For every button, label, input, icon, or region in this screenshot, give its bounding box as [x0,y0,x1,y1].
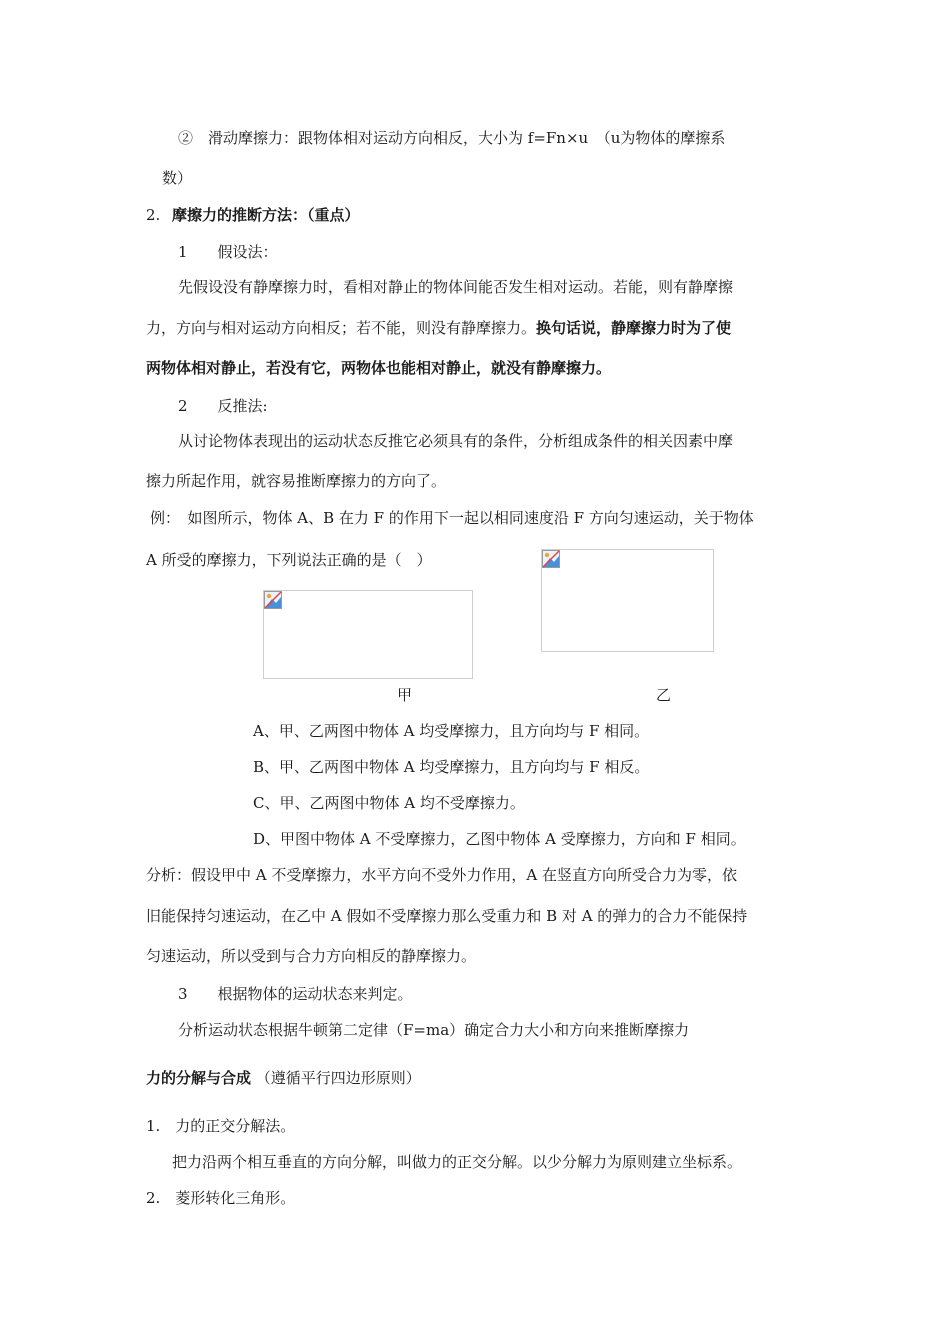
analysis-2: 旧能保持匀速运动，在乙中 A 假如不受摩擦力那么受重力和 B 对 A 的弹力的合力不能保持 [146,907,748,925]
method-2-heading: 2 反推法: [178,397,268,415]
method-1-text-2a: 力，方向与相对运动方向相反；若不能，则没有静摩擦力。 [146,319,537,337]
method-1-text-2 [146,318,731,338]
orthogonal-text: 把力沿两个相互垂直的方向分解，叫做力的正交分解。以少分解力为原则建立坐标系。 [172,1153,743,1171]
force-heading-note: （遵循平行四边形原则） [255,1069,421,1087]
section-2-number: 2. [146,206,161,224]
orthogonal-heading: 1. 力的正交分解法。 [146,1117,296,1135]
analysis-1: 分析：假设甲中 A 不受摩擦力，水平方向不受外力作用，A 在竖直方向所受合力为零，依 [146,866,737,884]
option-c: C、甲、乙两图中物体 A 均不受摩擦力。 [253,794,525,812]
method-3-heading: 3 根据物体的运动状态来判定。 [178,985,413,1003]
figure-jia-caption: 甲 [397,686,413,704]
force-heading-main: 力的分解与合成 [146,1069,252,1087]
section-2-heading: 摩擦力的推断方法：（重点） [172,206,360,224]
method-1-text-1: 先假设没有静摩擦力时，看相对静止的物体间能否发生相对运动。若能，则有静摩擦 [178,278,734,296]
method-1-heading: 1 假设法： [178,243,278,261]
analysis-3: 匀速运动，所以受到与合力方向相反的静摩擦力。 [146,947,477,965]
method-1-text-2b: 换句话说，静摩擦力时为了使 [536,319,732,337]
broken-image-icon [542,550,560,568]
broken-image-icon [264,591,282,609]
figure-yi-caption: 乙 [656,686,672,704]
option-d: D、甲图中物体 A 不受摩擦力，乙图中物体 A 受摩擦力，方向和 F 相同。 [253,830,746,848]
sliding-friction-line-cont: 数） [162,169,193,187]
figure-jia [263,590,473,679]
example-question-1: 例： 如图所示，物体 A、B 在力 F 的作用下一起以相同速度沿 F 方向匀速运动，关于物体 [150,509,754,527]
method-2-text-2: 擦力所起作用，就容易推断摩擦力的方向了。 [146,472,447,490]
method-2-text-1: 从讨论物体表现出的运动状态反推它必须具有的条件，分析组成条件的相关因素中摩 [178,432,734,450]
option-a: A、甲、乙两图中物体 A 均受摩擦力，且方向均与 F 相同。 [253,722,650,740]
example-question-2: A 所受的摩擦力，下列说法正确的是（ ） [146,551,432,569]
sliding-friction-line: ② 滑动摩擦力：跟物体相对运动方向相反，大小为 f=Fn×u （u为物体的摩擦系 [178,129,726,147]
force-decomposition-heading [146,1068,421,1088]
option-b: B、甲、乙两图中物体 A 均受摩擦力，且方向均与 F 相反。 [253,758,650,776]
figure-yi [541,549,714,652]
method-3-text: 分析运动状态根据牛顿第二定律（F=ma）确定合力大小和方向来推断摩擦力 [178,1021,690,1039]
rhombus-heading: 2. 菱形转化三角形。 [146,1189,296,1207]
method-1-text-3: 两物体相对静止，若没有它，两物体也能相对静止，就没有静摩擦力。 [146,359,612,377]
